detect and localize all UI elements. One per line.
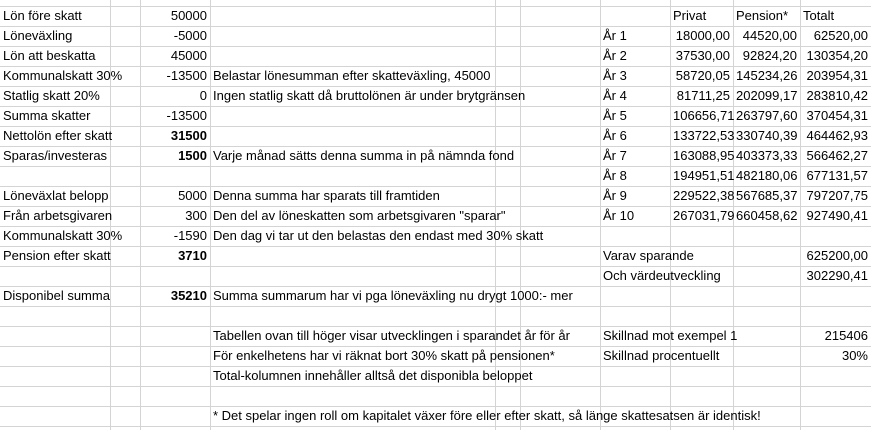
row-gridline bbox=[0, 306, 871, 307]
row-value[interactable] bbox=[110, 166, 210, 186]
totalt-value[interactable]: 370454,31 bbox=[806, 108, 868, 123]
year-label[interactable]: År 2 bbox=[603, 48, 627, 63]
explanation-note[interactable]: För enkelhetens har vi räknat bort 30% skatt på pensionen* bbox=[213, 348, 555, 363]
totalt-value[interactable]: 677131,57 bbox=[806, 168, 868, 183]
row-value[interactable]: 50000 bbox=[170, 8, 207, 23]
explanation-note[interactable]: Total-kolumnen innehåller alltså det disponibla beloppet bbox=[213, 368, 533, 383]
year-label[interactable]: År 9 bbox=[603, 188, 627, 203]
pension-value[interactable]: 403373,33 bbox=[736, 148, 798, 163]
row-note[interactable]: Varje månad sätts denna summa in på nämnda fond bbox=[213, 148, 515, 163]
pension-value[interactable]: 202099,17 bbox=[736, 88, 798, 103]
pension-value[interactable]: 44520,00 bbox=[742, 28, 797, 43]
pension-value[interactable]: 263797,60 bbox=[736, 108, 798, 123]
totalt-value[interactable]: 203954,31 bbox=[806, 68, 868, 83]
row-label[interactable]: Lön före skatt bbox=[3, 8, 82, 23]
row-note[interactable]: Summa summarum har vi pga löneväxling nu drygt 1000:- mer bbox=[213, 288, 573, 303]
row-value[interactable]: 45000 bbox=[170, 48, 207, 63]
totalt-value[interactable]: 130354,20 bbox=[806, 48, 868, 63]
diff-pct-value[interactable]: 30% bbox=[841, 348, 868, 363]
row-label[interactable]: Statlig skatt 20% bbox=[3, 88, 100, 103]
vardeutveckling-label[interactable]: Och värdeutveckling bbox=[603, 268, 721, 283]
privat-value[interactable]: 163088,95 bbox=[673, 148, 735, 163]
explanation-note[interactable]: Tabellen ovan till höger visar utvecklingen i sparandet år för år bbox=[213, 328, 570, 343]
totalt-value[interactable]: 283810,42 bbox=[806, 88, 868, 103]
totalt-value[interactable]: 464462,93 bbox=[806, 128, 868, 143]
row-label[interactable]: Löneväxling bbox=[3, 28, 73, 43]
privat-value[interactable]: 229522,38 bbox=[673, 188, 735, 203]
row-gridline bbox=[0, 426, 871, 427]
pension-value[interactable]: 482180,06 bbox=[736, 168, 798, 183]
year-label[interactable]: År 5 bbox=[603, 108, 627, 123]
privat-value[interactable]: 133722,53 bbox=[673, 128, 735, 143]
row-label[interactable]: Sparas/investeras bbox=[3, 148, 108, 163]
totalt-value[interactable]: 566462,27 bbox=[806, 148, 868, 163]
year-label[interactable]: År 1 bbox=[603, 28, 627, 43]
row-label[interactable]: Nettolön efter skatt bbox=[3, 128, 113, 143]
privat-value[interactable]: 267031,79 bbox=[673, 208, 735, 223]
row-label[interactable]: Lön att beskatta bbox=[3, 48, 96, 63]
row-value[interactable]: 5000 bbox=[178, 188, 207, 203]
year-label[interactable]: År 8 bbox=[603, 168, 627, 183]
row-value[interactable]: 35210 bbox=[170, 288, 207, 303]
privat-value[interactable]: 106656,71 bbox=[673, 108, 735, 123]
pension-value[interactable]: 145234,26 bbox=[736, 68, 798, 83]
year-label[interactable]: År 6 bbox=[603, 128, 627, 143]
diff-pct-label[interactable]: Skillnad procentuellt bbox=[603, 348, 720, 363]
row-note[interactable]: Denna summa har sparats till framtiden bbox=[213, 188, 440, 203]
pension-value[interactable]: 660458,62 bbox=[736, 208, 798, 223]
header-totalt[interactable]: Totalt bbox=[803, 8, 835, 23]
varav-sparande-label[interactable]: Varav sparande bbox=[603, 248, 694, 263]
row-value[interactable] bbox=[110, 266, 210, 286]
row-value[interactable]: -13500 bbox=[166, 68, 207, 83]
row-value[interactable]: 300 bbox=[185, 208, 207, 223]
diff-abs-label[interactable]: Skillnad mot exempel 1 bbox=[603, 328, 738, 343]
totalt-value[interactable]: 797207,75 bbox=[806, 188, 868, 203]
year-label[interactable]: År 3 bbox=[603, 68, 627, 83]
diff-abs-value[interactable]: 215406 bbox=[824, 328, 868, 343]
privat-value[interactable]: 194951,51 bbox=[673, 168, 735, 183]
row-note[interactable] bbox=[210, 6, 670, 26]
row-label[interactable]: Summa skatter bbox=[3, 108, 91, 123]
header-pension[interactable]: Pension* bbox=[736, 8, 789, 23]
row-value[interactable]: -1590 bbox=[173, 228, 207, 243]
row-value[interactable]: 1500 bbox=[178, 148, 207, 163]
row-gridline bbox=[0, 386, 871, 387]
header-privat[interactable]: Privat bbox=[673, 8, 707, 23]
year-label[interactable]: År 7 bbox=[603, 148, 627, 163]
vardeutveckling-value[interactable]: 302290,41 bbox=[806, 268, 868, 283]
row-label[interactable]: Disponibel summa bbox=[3, 288, 110, 303]
privat-value[interactable]: 58720,05 bbox=[675, 68, 730, 83]
pension-value[interactable]: 567685,37 bbox=[736, 188, 798, 203]
totalt-value[interactable]: 927490,41 bbox=[806, 208, 868, 223]
row-note[interactable]: Ingen statlig skatt då bruttolönen är under brytgränsen bbox=[213, 88, 526, 103]
privat-value[interactable]: 37530,00 bbox=[675, 48, 730, 63]
row-value[interactable]: 31500 bbox=[170, 128, 207, 143]
row-note[interactable]: Belastar lönesumman efter skatteväxling, 45000 bbox=[213, 68, 491, 83]
row-value[interactable]: 0 bbox=[199, 88, 207, 103]
row-value[interactable]: -5000 bbox=[173, 28, 207, 43]
row-note[interactable]: Den del av löneskatten som arbetsgivaren "sparar" bbox=[213, 208, 506, 223]
privat-value[interactable]: 81711,25 bbox=[676, 88, 730, 103]
pension-value[interactable]: 330740,39 bbox=[736, 128, 798, 143]
row-value[interactable]: -13500 bbox=[166, 108, 207, 123]
varav-sparande-value[interactable]: 625200,00 bbox=[806, 248, 868, 263]
year-label[interactable]: År 4 bbox=[603, 88, 627, 103]
row-label[interactable]: Löneväxlat belopp bbox=[3, 188, 109, 203]
footnote[interactable]: * Det spelar ingen roll om kapitalet växer före eller efter skatt, så länge skattesatsen är identisk! bbox=[213, 408, 761, 423]
row-label[interactable]: Pension efter skatt bbox=[3, 248, 111, 263]
row-label[interactable]: Kommunalskatt 30% bbox=[3, 68, 123, 83]
year-label[interactable]: År 10 bbox=[603, 208, 635, 223]
row-value[interactable]: 3710 bbox=[178, 248, 207, 263]
row-label[interactable]: Kommunalskatt 30% bbox=[3, 228, 123, 243]
row-label[interactable]: Från arbetsgivaren bbox=[3, 208, 113, 223]
privat-value[interactable]: 18000,00 bbox=[675, 28, 730, 43]
pension-value[interactable]: 92824,20 bbox=[742, 48, 797, 63]
totalt-value[interactable]: 62520,00 bbox=[813, 28, 868, 43]
row-note[interactable]: Den dag vi tar ut den belastas den endast med 30% skatt bbox=[213, 228, 544, 243]
